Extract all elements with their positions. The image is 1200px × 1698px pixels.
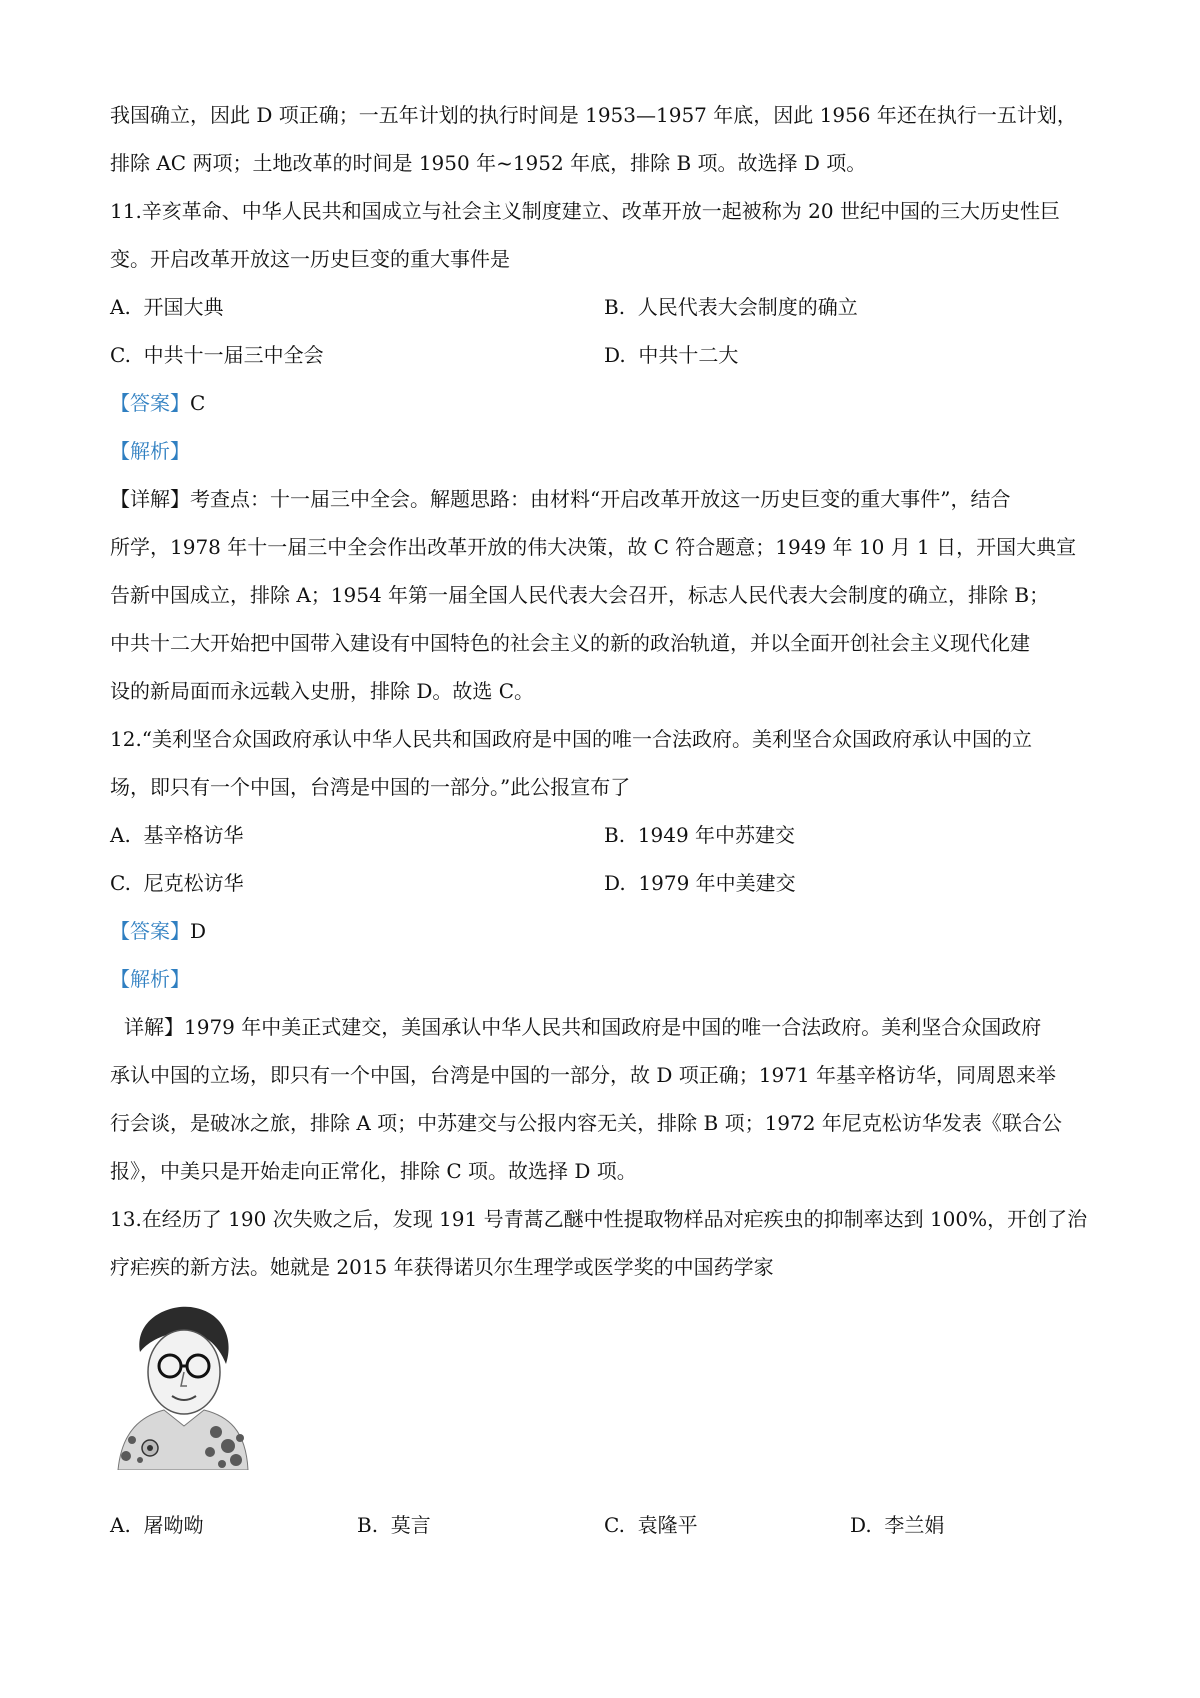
q12-answer — [110, 916, 1100, 946]
option-text: 李兰娟 — [884, 1513, 945, 1537]
option-text: 1979 年中美建交 — [638, 871, 796, 895]
option-label: A. — [110, 295, 131, 319]
option-text: 人民代表大会制度的确立 — [637, 295, 858, 319]
q13-option-b — [357, 1510, 431, 1540]
option-text: 尼克松访华 — [143, 871, 244, 895]
option-text: 中共十一届三中全会 — [143, 343, 324, 367]
q11-option-c — [110, 340, 324, 370]
q11-detail-line-2: 所学，1978 年十一届三中全会作出改革开放的伟大决策，故 C 符合题意；1949 年 10 月 1 日，开国大典宣 — [110, 535, 1077, 559]
option-text: 屠呦呦 — [143, 1513, 204, 1537]
option-text: 袁隆平 — [637, 1513, 698, 1537]
analysis-tag: 【解析】 — [110, 439, 190, 463]
option-label: A. — [110, 823, 131, 847]
option-label: D. — [604, 871, 626, 895]
q12-detail-line-1: 详解】1979 年中美正式建交，美国承认中华人民共和国政府是中国的唯一合法政府。美利坚合众国政府 — [124, 1015, 1042, 1039]
q12-detail-line-4: 报》，中美只是开始走向正常化，排除 C 项。故选择 D 项。 — [110, 1159, 637, 1183]
option-label: B. — [357, 1513, 379, 1537]
portrait-image — [112, 1300, 252, 1470]
q13-option-a — [110, 1510, 204, 1540]
answer-value: C — [190, 391, 206, 415]
q12-option-d — [604, 868, 796, 898]
q11-detail-line-3: 告新中国成立，排除 A；1954 年第一届全国人民代表大会召开，标志人民代表大会制度的确立，排除 B； — [110, 583, 1050, 607]
q12-stem-line-2: 场，即只有一个中国，台湾是中国的一部分。”此公报宣布了 — [110, 775, 631, 799]
q12-stem-line-1: 12.“美利坚合众国政府承认中华人民共和国政府是中国的唯一合法政府。美利坚合众国政府承认中国的立 — [110, 727, 1033, 751]
q11-analysis-heading — [110, 436, 1100, 466]
q11-detail-line-1: 【详解】考查点：十一届三中全会。解题思路：由材料“开启改革开放这一历史巨变的重大事件”，结合 — [110, 487, 1011, 511]
q12-option-b — [604, 820, 795, 850]
q11-option-a — [110, 292, 224, 322]
q12-analysis-heading — [110, 964, 1100, 994]
q11-stem-line-2: 变。开启改革开放这一历史巨变的重大事件是 — [110, 247, 510, 271]
option-text: 莫言 — [390, 1513, 431, 1537]
q13-option-c — [604, 1510, 698, 1540]
option-label: C. — [110, 343, 131, 367]
option-text: 中共十二大 — [638, 343, 739, 367]
q11-answer — [110, 388, 1100, 418]
intro-line-1: 我国确立，因此 D 项正确；一五年计划的执行时间是 1953—1957 年底，因此 1956 年还在执行一五计划， — [110, 103, 1077, 127]
q12-detail-line-2: 承认中国的立场，即只有一个中国，台湾是中国的一部分，故 D 项正确；1971 年基辛格访华，同周恩来举 — [110, 1063, 1057, 1087]
q11-option-d — [604, 340, 738, 370]
option-label: A. — [110, 1513, 131, 1537]
q13-stem-line-1: 13.在经历了 190 次失败之后，发现 191 号青蒿乙醚中性提取物样品对疟疾虫的抑制率达到 100%，开创了治 — [110, 1207, 1088, 1231]
q11-detail-line-5: 设的新局面而永远载入史册，排除 D。故选 C。 — [110, 679, 535, 703]
q12-option-a — [110, 820, 244, 850]
q12-option-c — [110, 868, 244, 898]
answer-value: D — [190, 919, 207, 943]
option-text: 基辛格访华 — [143, 823, 244, 847]
q13-stem-line-2: 疗疟疾的新方法。她就是 2015 年获得诺贝尔生理学或医学奖的中国药学家 — [110, 1255, 774, 1279]
option-label: B. — [604, 823, 626, 847]
option-label: B. — [604, 295, 626, 319]
intro-line-2: 排除 AC 两项；土地改革的时间是 1950 年~1952 年底，排除 B 项。故选择 D 项。 — [110, 151, 867, 175]
analysis-tag: 【解析】 — [110, 967, 190, 991]
option-label: D. — [850, 1513, 872, 1537]
option-label: D. — [604, 343, 626, 367]
option-text: 开国大典 — [143, 295, 224, 319]
q11-stem-line-1: 11.辛亥革命、中华人民共和国成立与社会主义制度建立、改革开放一起被称为 20 世纪中国的三大历史性巨 — [110, 199, 1060, 223]
q11-option-b — [604, 292, 858, 322]
answer-tag: 【答案】 — [110, 391, 190, 415]
answer-tag: 【答案】 — [110, 919, 190, 943]
option-label: C. — [110, 871, 131, 895]
q13-option-d — [850, 1510, 944, 1540]
option-text: 1949 年中苏建交 — [637, 823, 796, 847]
q11-detail-line-4: 中共十二大开始把中国带入建设有中国特色的社会主义的新的政治轨道，并以全面开创社会主义现代化建 — [110, 631, 1030, 655]
option-label: C. — [604, 1513, 625, 1537]
q12-detail-line-3: 行会谈，是破冰之旅，排除 A 项；中苏建交与公报内容无关，排除 B 项；1972 年尼克松访华发表《联合公 — [110, 1111, 1062, 1135]
